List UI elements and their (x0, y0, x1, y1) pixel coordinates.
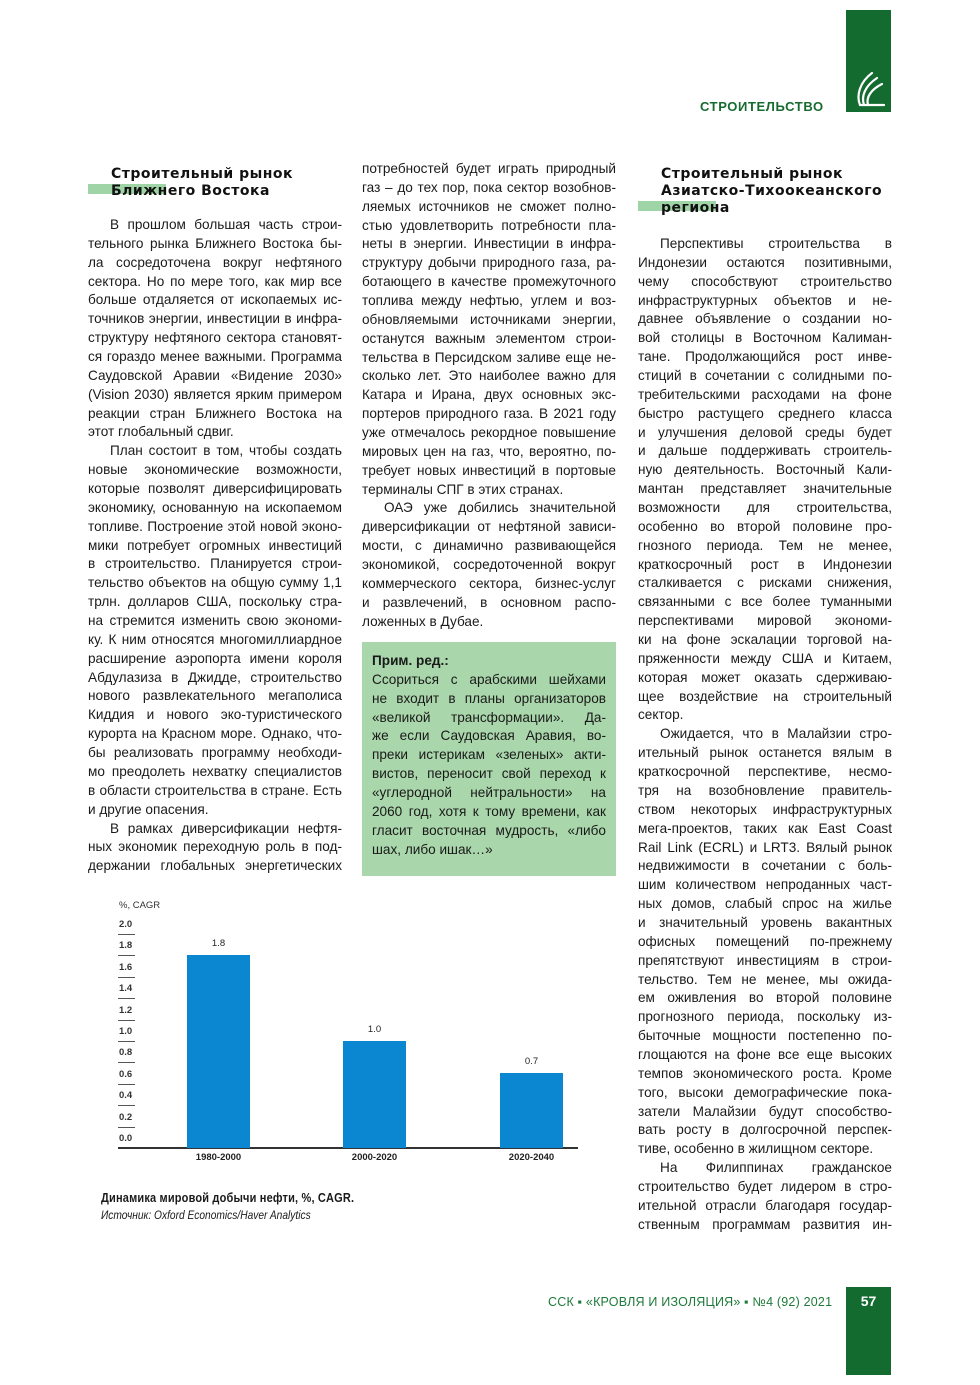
heading-line: Строительный рынок (661, 166, 844, 182)
text-line: бы реализовать программу необходи- (88, 745, 342, 761)
text-line: портеров природного газа. В 2021 году (362, 406, 616, 422)
y-tick-label: 0.4 (119, 1090, 133, 1102)
y-tick-label: 1.0 (119, 1026, 133, 1037)
text-line: перспективами мировой экономи- (638, 613, 892, 629)
text-line: структуру добычи природного газа, ра- (362, 255, 616, 271)
text-line: ся гораздо менее важными. Программа (88, 349, 342, 365)
bar-value-label: 0.7 (524, 1056, 539, 1068)
text-line: быточные мощности постепенно по- (638, 1028, 892, 1044)
text-line: того, высоки демографические пока- (638, 1084, 892, 1100)
text-line: потребностей будет играть природный (362, 161, 616, 176)
text-line: стью удовлетворить потребности пла- (362, 217, 616, 233)
text-line: краткосрочный рост в Индонезии (638, 556, 892, 572)
text-line: (Vision 2030) является ярким примером (88, 386, 342, 402)
text-line: ки на фоне эскалации торговой на- (638, 632, 892, 648)
text-line: и развлечений, в основном распо- (362, 594, 616, 610)
text-line: В рамках диверсификации нефтя- (110, 820, 342, 836)
y-tick-label: 1.8 (119, 940, 133, 952)
text-line: сектора. Но по мере того, как мир все (88, 273, 342, 289)
bar-value-label: 1.0 (367, 1024, 382, 1035)
text-line: диверсификации от нефтяной зависи- (362, 519, 616, 535)
text-line: вой столицы в Восточном Калиман- (638, 330, 892, 346)
heading-line: Азиатско-Тихоокеанского (661, 183, 883, 199)
text-line: быстро растущего среднего класса (638, 405, 892, 421)
text-line: мантан представляет значительные (638, 481, 892, 497)
text-line: вистов, переносит свой переход к (372, 766, 606, 782)
text-line: «углеродной нейтральности» на (372, 785, 606, 801)
text-line: преки истерикам «зеленых» акти- (372, 747, 606, 763)
text-line: недвижимости в сочетании с боль- (638, 858, 892, 874)
text-line: мега-проектов, таких как East Coast (638, 820, 892, 836)
text-line: которые позволят диверсифицировать (88, 481, 342, 497)
text-line: Ожидается, что в Малайзии стро- (660, 726, 892, 742)
y-tick-line (118, 1105, 135, 1106)
text-line: План состоит в том, чтобы создать (110, 443, 342, 459)
text-line: щее воздействие на строительный (638, 688, 892, 704)
text-line: ляемых источников не сможет полно- (362, 198, 616, 214)
text-line: и улучшения деловой среды будет (638, 424, 892, 440)
text-line: ложенных в Дубае. (362, 613, 484, 629)
text-line: ную деятельность. Восточный Кали- (638, 462, 892, 478)
text-line: прогнозного периода, поскольку из- (638, 1009, 892, 1025)
text-line: топлива между нефтью, углем и воз- (362, 293, 616, 309)
text-line: ем оживления во второй половине (638, 990, 892, 1006)
x-category-label: 1980-2000 (195, 1152, 242, 1163)
y-tick-label: 1.6 (119, 961, 133, 973)
text-line: шим количеством непроданных част- (638, 877, 892, 893)
y-tick-label: 2.0 (119, 919, 133, 930)
text-line: гласит восточная мудрость, «либо (372, 822, 606, 838)
text-line: в области строительства в стране. Есть (88, 782, 342, 798)
text-line: держании глобальных энергетических (88, 858, 342, 874)
editor-note-title: Прим. ред.: (372, 653, 449, 668)
text-line: мировых цен на газ, что, вероятно, по- (362, 443, 616, 459)
heading-asia-pacific (661, 166, 882, 217)
text-line: Индонезии остаются позитивными, (638, 254, 892, 270)
text-line: Саудовской Аравии «Видение 2030» (88, 367, 342, 383)
text-line: тельство. Тем не менее, мы ожида- (638, 971, 892, 987)
text-line: останутся важным элементом строи- (362, 330, 616, 346)
text-line: давнее объявление о создании но- (638, 311, 892, 327)
text-line: и дальше поддерживать строитель- (638, 443, 892, 459)
section-title: СТРОИТЕЛЬСТВО (700, 99, 824, 114)
text-line: не входит в планы организаторов (372, 690, 606, 706)
text-line: инфраструктурных объектов и не- (638, 292, 892, 308)
text-line: ством некоторых инфраструктурных (638, 801, 892, 817)
text-line: ботающего в качестве промежуточного (362, 274, 616, 290)
text-line: этот глобальный сдвиг. (88, 424, 234, 440)
page-number: 57 (846, 1287, 891, 1375)
text-line: ительной отрасли благодаря государ- (638, 1197, 892, 1213)
bar-1980-2000 (187, 955, 250, 1148)
text-line: на стремится изменить свою экономи- (88, 613, 342, 629)
text-line: чему способствуют строительство (638, 273, 892, 289)
y-tick-label: 1.2 (119, 1004, 133, 1016)
text-line: экономикой, сосредоточенной вокруг (362, 557, 616, 573)
text-line: которая может оказать сдерживаю- (638, 669, 892, 685)
heading-middle-east (111, 166, 293, 200)
text-line: новые экономические возможности, (88, 462, 342, 478)
y-tick-label: 1.4 (119, 983, 133, 995)
text-line: больше отдаляется от ископаемых ис- (88, 292, 342, 308)
text-line: и значительный уровень вакантных (638, 914, 892, 930)
text-line: ных домов, слабый спрос на жилье (638, 896, 892, 912)
article-column-1 (88, 216, 342, 876)
text-line: связанными с все более туманными (638, 594, 892, 610)
y-tick-line (118, 955, 135, 956)
heading-line: региона (661, 200, 730, 216)
text-line: В прошлом большая часть строи- (110, 217, 342, 232)
chart-source: Источник: Oxford Economics/Haver Analytics (101, 1208, 311, 1222)
text-line: мости, с динамично развивающейся (362, 538, 616, 554)
text-line: расширение аэропорта имени короля (88, 650, 342, 666)
x-category-label: 2000-2020 (351, 1152, 398, 1163)
text-line: возможности для строительства, (638, 500, 892, 516)
text-line: глощаются на фоне все еще высоких (638, 1046, 892, 1062)
text-line: требительскими расходами на фоне (638, 386, 892, 402)
text-line: точников энергии, инвестиции в инфра- (88, 311, 342, 327)
text-line: Перспективы строительства в (660, 236, 892, 251)
text-line: ла сосредоточена вокруг нефтяного (88, 254, 342, 270)
heading-line: Строительный рынок (111, 166, 294, 182)
text-line: сектор. (638, 707, 684, 723)
bar-2000-2020 (343, 1041, 406, 1148)
text-line: тиве, особенно в жилищном секторе. (638, 1141, 874, 1157)
text-line: пряженности между США и Китаем, (638, 650, 892, 666)
y-tick-line (118, 1062, 135, 1063)
text-line: ОАЭ уже добились значительной (384, 500, 616, 516)
y-tick-line (118, 1127, 135, 1128)
text-line: затели Малайзии будут способство- (638, 1103, 892, 1119)
text-line: мо преодолеть нехватку специалистов (88, 763, 342, 779)
text-line: ных экономик переходную роль в под- (88, 839, 342, 855)
text-line: краткосрочной перспективе, несмо- (638, 764, 892, 780)
heading-line: Ближнего Востока (111, 183, 270, 199)
text-line: в строительство. Планируется строи- (88, 556, 342, 572)
text-line: уже отмечалось рекордное повышение (362, 425, 616, 441)
text-line: ку. К ним относятся многомиллиардное (88, 631, 342, 647)
text-line: «великой трансформации». Да- (372, 709, 606, 725)
text-line: шах, либо ишак…» (372, 841, 493, 857)
y-tick-label: 0.8 (119, 1047, 133, 1059)
article-column-2 (362, 160, 616, 631)
bar-value-label: 1.8 (211, 938, 226, 950)
text-line: мики потребует огромных инвестиций (88, 537, 342, 553)
text-line: тельство объектов на общую сумму 1,1 (88, 575, 342, 591)
y-tick-label: 0.2 (119, 1111, 133, 1123)
y-tick-line (118, 998, 135, 999)
x-category-label: 2020-2040 (508, 1152, 555, 1163)
text-line: тельного рынка Ближнего Востока бы- (88, 235, 342, 251)
text-line: структуру нефтяного сектора становят- (88, 330, 342, 346)
text-line: гнозного периода. Тем не менее, (638, 537, 892, 553)
text-line: сколько лет. Это наиболее важно для (362, 368, 616, 384)
editor-note-text (372, 671, 606, 860)
section-tab-logo (846, 10, 891, 112)
text-line: темпов экономического роста. Кроме (638, 1065, 892, 1081)
text-line: топливе. Построение этой новой эконо- (88, 518, 342, 534)
text-line: ственным программам развития ин- (638, 1216, 892, 1232)
text-line: трлн. долларов США, поскольку стра- (88, 594, 342, 610)
text-line: сталкивается с рисками снижения, (638, 575, 892, 591)
text-line: требует новых инвестиций в портовые (362, 462, 616, 478)
y-tick-line (118, 1020, 135, 1021)
text-line: 2060 год, хотя к тому времени, как (372, 803, 606, 819)
text-line: газ – до тех пор, пока сектор возобнов- (362, 179, 616, 195)
text-line: реакции стран Ближнего Востока на (88, 405, 342, 421)
y-tick-line (118, 977, 135, 978)
y-tick-line (118, 934, 135, 935)
text-line: коммерческого сектора, бизнес-услуг (362, 575, 616, 591)
text-line: препятствуют инвестициям в строи- (638, 952, 892, 968)
footer-publication: ССК ▪ «КРОВЛЯ И ИЗОЛЯЦИЯ» ▪ №4 (92) 2021 (548, 1295, 833, 1309)
text-line: Абдулазиза в Джидде, строительство (88, 669, 342, 685)
text-line: экономику, основанную на ископаемом (88, 499, 342, 515)
text-line: стиций в сочетании с солидными по- (638, 368, 892, 384)
text-line: особенно во второй половине про- (638, 518, 892, 534)
text-line: обновляемыми источниками энергии, (362, 311, 616, 327)
y-tick-line (118, 1084, 135, 1085)
text-line: терминалы СПГ в этих странах. (362, 481, 564, 497)
text-line: строительство будет лидером в стро- (638, 1178, 892, 1194)
text-line: тря на возобновление правитель- (638, 782, 892, 798)
text-line: и другие опасения. (88, 801, 209, 817)
chart-caption: Динамика мировой добычи нефти, %, CAGR. (101, 1191, 355, 1205)
text-line: Киддия и нового эко-туристического (88, 707, 342, 723)
text-line: Rail Link (ECRL) и LRT3. Вялый рынок (638, 839, 892, 855)
text-line: вать росту в долгосрочной перспек- (638, 1122, 892, 1138)
article-column-3 (638, 235, 892, 1235)
y-tick-label: 0.0 (119, 1133, 133, 1144)
text-line: На Филиппинах гражданское (660, 1160, 892, 1176)
text-line: тане. Продолжающийся рост инве- (638, 349, 892, 365)
text-line: Ссориться с арабскими шейхами (372, 671, 606, 687)
text-line: нового развлекательного мегаполиса (88, 688, 342, 704)
text-line: тельства в Персидском заливе еще не- (362, 349, 616, 365)
text-line: курорта на Красном море. Однако, что- (88, 726, 342, 742)
y-tick-line (118, 1041, 135, 1042)
leaf-swoosh-logo-icon (846, 10, 891, 112)
text-line: Катара и Ирана, двух основных экс- (362, 387, 616, 403)
text-line: неты в энергии. Инвестиции в инфра- (362, 236, 616, 252)
text-line: офисных помещений по-прежнему (638, 933, 892, 949)
text-line: ительный рынок останется вялым в (638, 745, 892, 761)
y-tick-label: 0.6 (119, 1068, 133, 1080)
text-line: же если Саудовская Аравия, во- (372, 728, 606, 744)
editor-note-box (362, 642, 616, 876)
bar-2020-2040 (500, 1073, 563, 1148)
y-axis-label: %, CAGR (119, 900, 161, 911)
